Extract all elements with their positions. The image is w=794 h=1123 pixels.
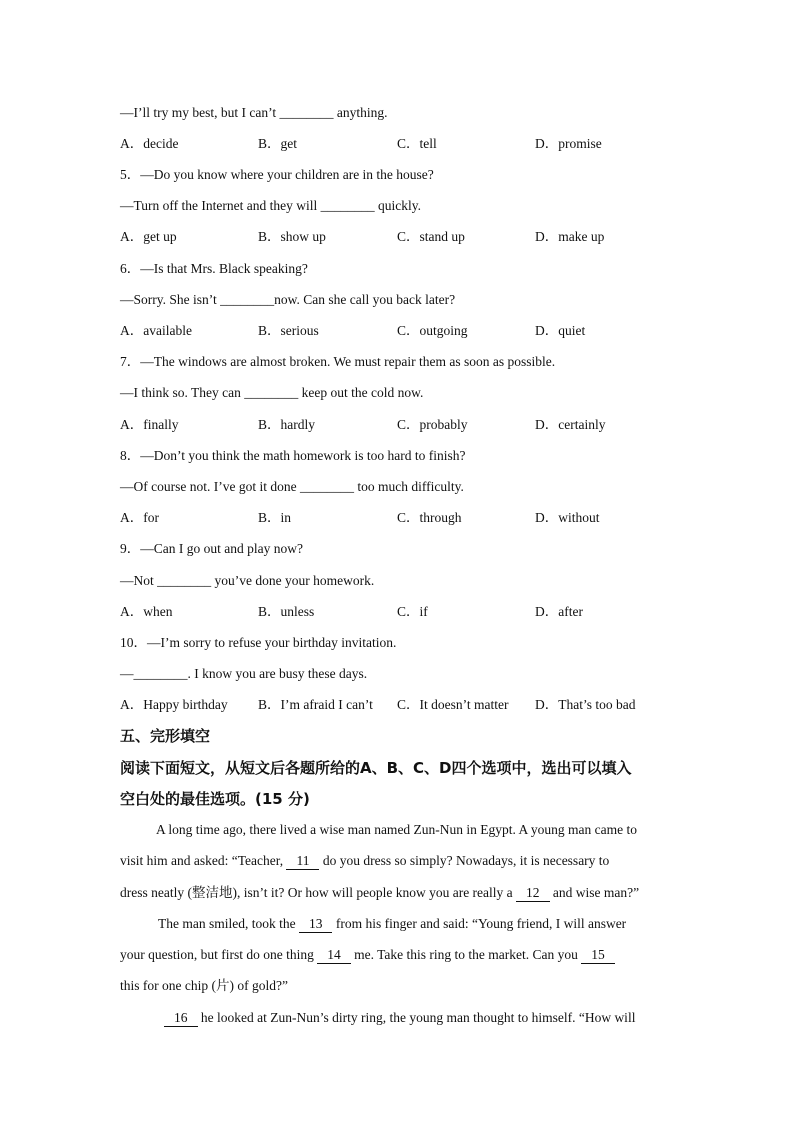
- q8-option-b: B．in: [258, 510, 292, 525]
- q5-options: [120, 229, 680, 245]
- q10-option-c: C．It doesn’t matter: [397, 697, 509, 712]
- passage-line: [120, 947, 615, 964]
- blank-13: 13: [299, 916, 333, 933]
- passage-text: me. Take this ring to the market. Can you: [354, 947, 578, 962]
- q5-option-a: A．get up: [120, 229, 177, 244]
- q6-answer-line: —Sorry. She isn’t ________now. Can she call you back later?: [120, 292, 456, 307]
- q5-question: 5．—Do you know where your children are in the house?: [120, 167, 434, 182]
- q9-option-b: B．unless: [258, 604, 315, 619]
- q9-option-c: C．if: [397, 604, 428, 619]
- q6-question: 6．—Is that Mrs. Black speaking?: [120, 261, 308, 276]
- passage-line: A long time ago, there lived a wise man named Zun-Nun in Egypt. A young man came to: [156, 822, 638, 837]
- blank-12: 12: [516, 885, 550, 902]
- passage-line: [158, 916, 626, 933]
- passage-text: do you dress so simply? Nowadays, it is necessary to: [322, 853, 610, 868]
- q5-option-c: C．stand up: [397, 229, 465, 244]
- q6-option-d: D．quiet: [535, 323, 586, 338]
- q10-option-d: D．That’s too bad: [535, 697, 636, 712]
- q10-option-a: A．Happy birthday: [120, 697, 228, 712]
- passage-text: dress neatly (整洁地), isn’t it? Or how will people know you are really a: [120, 885, 513, 900]
- passage-line: [120, 885, 639, 902]
- q9-options: [120, 604, 680, 620]
- passage-text: and wise man?”: [552, 885, 640, 900]
- q6-options: [120, 323, 680, 339]
- passage-line: this for one chip (片) of gold?”: [120, 978, 288, 993]
- section-instruction-line-1: 阅读下面短文，从短文后各题所给的A、B、C、D四个选项中，选出可以填入: [120, 759, 632, 777]
- q7-question: 7．—The windows are almost broken. We must repair them as soon as possible.: [120, 354, 556, 369]
- q9-option-d: D．after: [535, 604, 583, 619]
- q4-option-d: D．promise: [535, 136, 602, 151]
- passage-line: [120, 853, 609, 870]
- q5-answer-line: —Turn off the Internet and they will ________ quickly.: [120, 198, 421, 213]
- q4-option-a: A．decide: [120, 136, 179, 151]
- q10-answer-line: —________. I know you are busy these days.: [120, 666, 368, 681]
- passage-text: he looked at Zun-Nun’s dirty ring, the young man thought to himself. “How will: [200, 1010, 636, 1025]
- passage-line: [164, 1010, 635, 1027]
- q4-option-c: C．tell: [397, 136, 437, 151]
- q10-option-b: B．I’m afraid I can’t: [258, 697, 373, 712]
- passage-text: The man smiled, took the: [158, 916, 296, 931]
- q6-option-b: B．serious: [258, 323, 319, 338]
- blank-11: 11: [286, 853, 319, 870]
- q4-answer-line: —I’ll try my best, but I can’t ________ anything.: [120, 105, 388, 120]
- q9-answer-line: —Not ________ you’ve done your homework.: [120, 573, 375, 588]
- q4-option-b: B．get: [258, 136, 297, 151]
- q9-question: 9．—Can I go out and play now?: [120, 541, 303, 556]
- passage-text: visit him and asked: “Teacher,: [120, 853, 284, 868]
- q5-option-b: B．show up: [258, 229, 326, 244]
- q8-options: [120, 510, 680, 526]
- q6-option-a: A．available: [120, 323, 192, 338]
- q7-option-c: C．probably: [397, 417, 468, 432]
- q8-answer-line: —Of course not. I’ve got it done ________ too much difficulty.: [120, 479, 464, 494]
- blank-16: 16: [164, 1010, 198, 1027]
- q7-option-d: D．certainly: [535, 417, 606, 432]
- q7-option-b: B．hardly: [258, 417, 315, 432]
- q9-option-a: A．when: [120, 604, 173, 619]
- passage-text: your question, but first do one thing: [120, 947, 314, 962]
- q10-question: 10．—I’m sorry to refuse your birthday invitation.: [120, 635, 397, 650]
- q8-option-d: D．without: [535, 510, 600, 525]
- q7-options: [120, 417, 680, 433]
- q8-option-c: C．through: [397, 510, 462, 525]
- q7-answer-line: —I think so. They can ________ keep out the cold now.: [120, 385, 424, 400]
- q5-option-d: D．make up: [535, 229, 605, 244]
- q6-option-c: C．outgoing: [397, 323, 468, 338]
- section-title: 五、完形填空: [120, 727, 211, 745]
- section-instruction-line-2: 空白处的最佳选项。(15 分): [120, 790, 310, 808]
- q7-option-a: A．finally: [120, 417, 179, 432]
- blank-14: 14: [317, 947, 351, 964]
- q10-options: [120, 697, 680, 713]
- passage-text: from his finger and said: “Young friend, I will answer: [335, 916, 627, 931]
- blank-15: 15: [581, 947, 615, 964]
- q4-options: [120, 136, 680, 152]
- q8-question: 8．—Don’t you think the math homework is too hard to finish?: [120, 448, 466, 463]
- q8-option-a: A．for: [120, 510, 159, 525]
